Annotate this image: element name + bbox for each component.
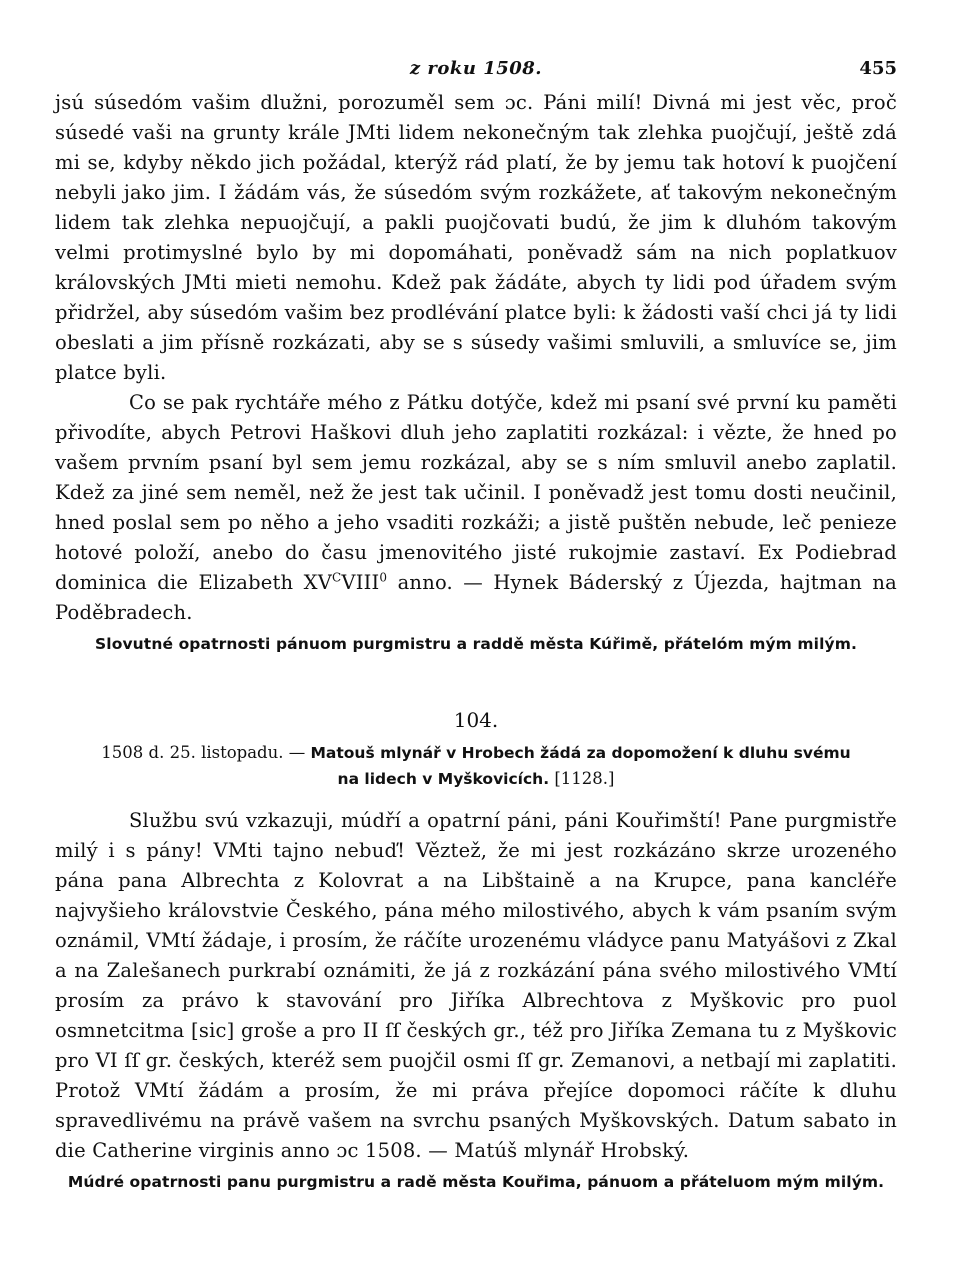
running-title: z roku 1508. (409, 58, 543, 79)
regest-date: 1508 d. 25. listopadu. — (101, 743, 311, 762)
letter-103-paragraph-1: jsú súsedóm vašim dlužni, porozuměl sem ɔc. Páni milí! Divná mi jest věc, proč súsedé vaši na grunty krále JMti lidem nekonečným tak zlehka puojčují, ještě zdá mi se, kdyby někdo jich požádal, kterýž rád platí, že by jemu tak hotoví k puojčení nebyli jako jim. I žádám vás, že súsedóm svým rozkážete, ať takovým nekonečným lidem tak zlehka nepuojčují, a pakli puojčovati budú, že jim k dluhóm takovým velmi protimyslné bylo by mi dopomáhati, poněvadž sám na nich poplatkuov královských JMti mieti nemohu. Kdež pak žádáte, abych ty lidi pod úřadem svým přidržel, aby súsedóm vašim bez prodlévání platce byli: k žádosti vaší chci já ty lidi obeslati a jim přísně rozkázati, aby se s súsedy vašimi smluvili, a smluvíce se, jim platce byli. (55, 91, 897, 384)
date-roman-numeral: VIII (341, 571, 380, 594)
document-number: 104. (453, 708, 499, 732)
page-header (55, 58, 897, 88)
page-number: 455 (859, 58, 897, 79)
date-superscript-zero: 0 (379, 570, 388, 585)
document-page (55, 58, 897, 1194)
regest-line-2 (55, 766, 897, 792)
letter-103-address: Slovutné opatrnosti pánuom purgmistru a raddě města Kúřimě, přátelóm mým milým. (95, 635, 857, 653)
letter-103-paragraph-2-text: Co se pak rychtáře mého z Pátku dotýče, kdež mi psaní své první ku paměti přivodíte, abych Petrovi Haškovi dluh jeho zaplatiti rozkázal: i vězte, že hned po vašem prvním psaní byl sem jemu rozkázal, aby se s ním smluvil anebo zaplatil. Kdež za jiné sem neměl, než že jest tak učinil. I poněvadž jest tomu dosti neučinil, hned poslal sem po něho a jeho vsaditi rozkáži; a jistě puštěn nebude, leč penieze hotové položí, anebo do času jmenovitého jisté rukojmie zastaví. Ex Podiebrad dominica die Elizabeth XV (55, 391, 897, 594)
letter-104-regest (55, 740, 897, 792)
regest-summary-line-1: Matouš mlynář v Hrobech žádá za dopomožení k dluhu svému (310, 744, 851, 762)
letter-104-body: Službu svú vzkazuji, múdří a opatrní páni, páni Kouřimští! Pane purgmistře milý i s pány! VMti tajno nebuď! Věztež, že mi jest rozkázáno skrze urozeného pána pana Albrechta z Kolovrat a na Libštaině a na Krupce, pana kancléře najvyšieho královstvie Českého, pána mého milostivého, abych k vám psaním svým oznámil, VMtí žádaje, i prosím, že ráčíte urozenému vládyce panu Matyášovi z Zkal a na Zalešanech purkrabí oznámiti, že já z rozkázání pána svého milostivého VMtí prosím za právo k stavování pro Jiříka Albrechtova z Myškovic pro puol osmnetcitma [sic] groše a pro II ſſ českých gr., též pro Jiříka Zemana tu z Myškovic pro VI ſſ gr. českých, kteréž sem puojčil osmi ſſ gr. Zemanovi, a netbají mi zaplatiti. Protož VMtí žádám a prosím, že mi práva přejíce dopomoci ráčíte k dluhu spravedlivému na právě vašem na svrchu psaných Myškovských. Datum sabato in die Catherine virginis anno ɔc 1508. — Matúš mlynář Hrobský. (55, 809, 897, 1162)
regest-reference: [1128.] (549, 769, 615, 788)
letter-103-paragraph-2 (55, 388, 897, 628)
regest-summary-line-2: na lidech v Myškovicích. (337, 770, 550, 788)
letter-104-address: Múdré opatrnosti panu purgmistru a radě města Kouřima, pánuom a přáteluom mým milým. (67, 1173, 885, 1191)
regest-line-1 (55, 740, 897, 766)
letter-103-paragraph-2-closing: anno. — Hynek Báderský z Újezda, hajtman na Poděbradech. (55, 571, 898, 624)
date-superscript-c: C (332, 570, 342, 585)
